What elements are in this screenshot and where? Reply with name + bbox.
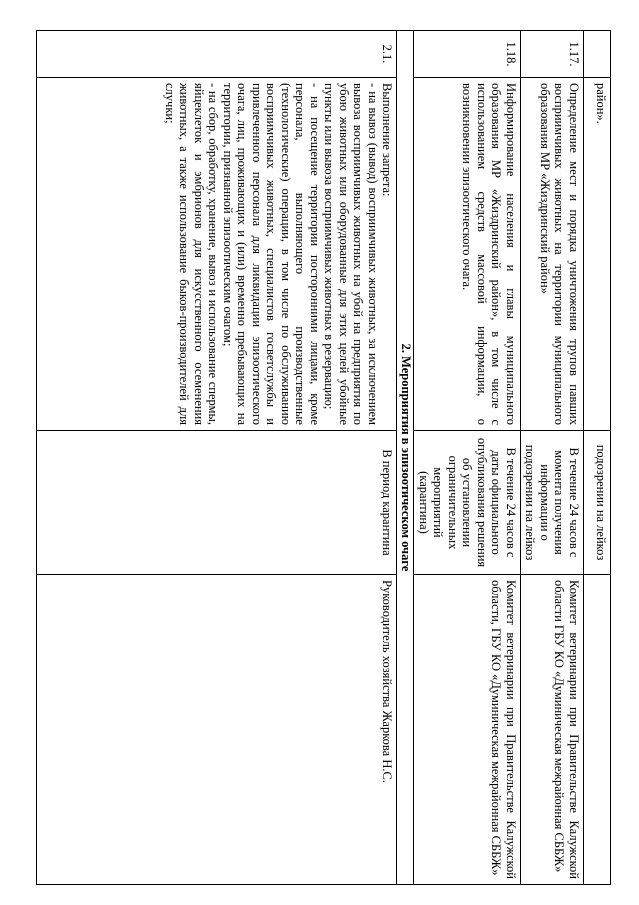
event-line: - на сбор, обработку, хранение, вывоз и использование спермы, яйцеклеток и эмбрионов для искусственного осеменения животных, а также использование быков-производителей для случки; [163,83,221,425]
event-cell: Информирование населения и главы муниципального образования МР «Жиздринский район», в том числе с использованием средств массовой информации, о возникновении эпизоотического очага. [414,78,521,431]
responsible-cell: Комитет ветеринарии при Правительстве Калужской области, ГБУ КО «Думиническая межрайонная СББЖ» [414,575,521,885]
responsible-cell: Руководитель хозяйства Жаркова Н.С. [37,575,398,885]
measures-table [36,30,611,885]
row-number [584,31,611,78]
responsible-cell [584,575,611,885]
table-row [414,31,521,885]
row-number: 2.1. [37,31,398,78]
responsible-cell: Комитет ветеринарии при Правительстве Калужской области ГБУ КО «Думиническая межрайонная СББЖ» [521,575,584,885]
table-row [521,31,584,885]
row-number: 1.17. [521,31,584,78]
table-row [584,31,611,885]
event-cell: Определение мест и порядка уничтожения трупов павших восприимчивых животных на территории муниципального образования МР «Жиздринский район» [521,78,584,431]
section-header-row [397,31,414,885]
table-row [37,31,398,885]
event-cell: район». [584,78,611,431]
term-cell: подозрении на лейкоз [584,431,611,575]
section-title: 2. Мероприятия в эпизоотическом очаге [397,31,414,885]
row-number: 1.18. [414,31,521,78]
term-cell: В течение 24 часов с даты официального опубликования решения об установлении ограничительных мероприятий (карантина) [414,431,521,575]
event-line: - на вывоз (вывод) восприимчивых животных, за исключением вывоза восприимчивых животных на убой на предприятия по убою животных или оборудованные для этих целей убойные пункты или вывоза восприимчивых животных в резервацию; [322,83,380,425]
event-cell [37,78,398,431]
term-cell: В период карантина [37,431,398,575]
event-line: - на посещение территории посторонними лицами, кроме персонала, выполняющего производственные (технологические) операции, в том числе по обслуживанию восприимчивых животных, специалистов госветслужбы и привлеченного персонала для ликвидации эпизоотического очага, лиц, проживающих и (или) временно пребывающих на территории, признанной эпизоотическим очагом; [221,83,322,425]
event-line: Выполнение запрета: [380,83,395,197]
term-cell: В течение 24 часов с момента получения информации о подозрении на лейкоз [521,431,584,575]
